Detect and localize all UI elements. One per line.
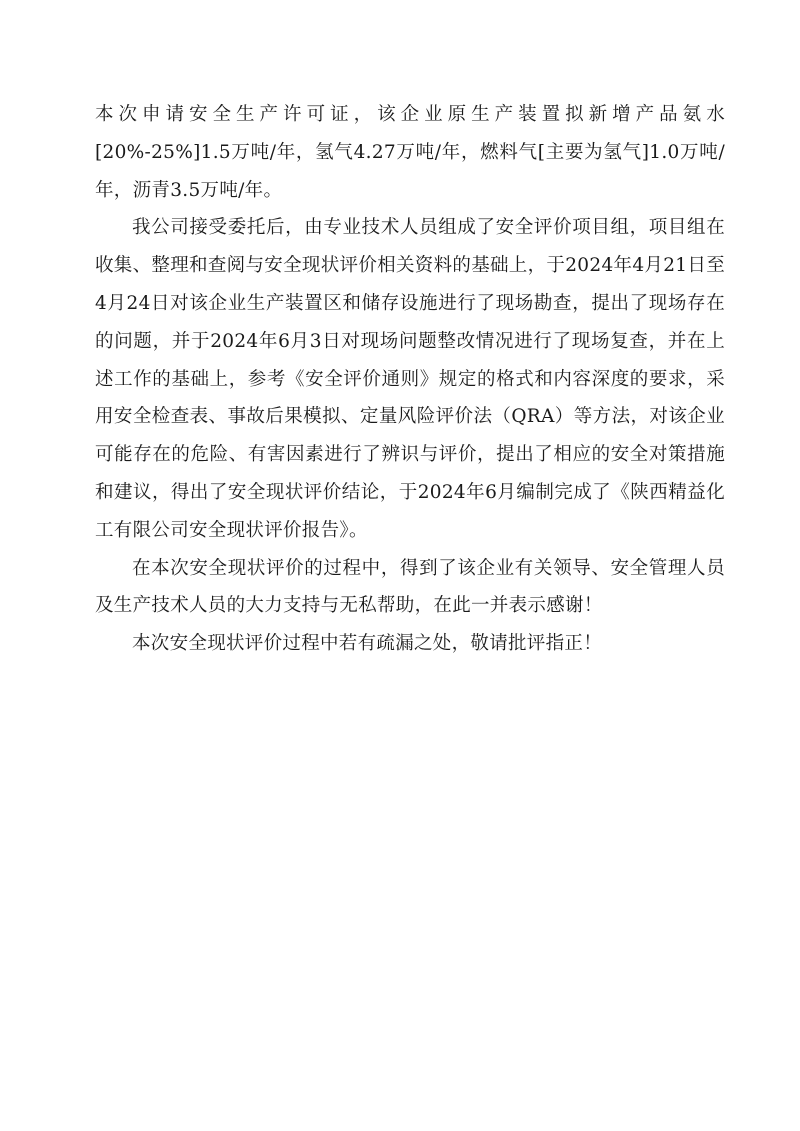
paragraph-closing: 本次安全现状评价过程中若有疏漏之处，敬请批评指正！ bbox=[132, 633, 603, 655]
paragraph-license-products: 本次申请安全生产许可证，该企业原生产装置拟新增产品氨水[20%-25%]1.5万吨/年，氢气4.27万吨/年，燃料气[主要为氢气]1.0万吨/年，沥青3.5万吨/年。 bbox=[95, 104, 725, 201]
paragraph-acknowledgement: 在本次安全现状评价的过程中，得到了该企业有关领导、安全管理人员及生产技术人员的大力支持与无私帮助，在此一并表示感谢！ bbox=[95, 557, 725, 617]
document-body bbox=[95, 96, 725, 663]
paragraph-evaluation-process: 我公司接受委托后，由专业技术人员组成了安全评价项目组，项目组在收集、整理和查阅与安全现状评价相关资料的基础上，于2024年4月21日至4月24日对该企业生产装置区和储存设施进行了现场勘查，提出了现场存在的问题，并于2024年6月3日对现场问题整改情况进行了现场复查，并在上述工作的基础上，参考《安全评价通则》规定的格式和内容深度的要求，采用安全检查表、事故后果模拟、定量风险评价法（QRA）等方法，对该企业可能存在的危险、有害因素进行了辨识与评价，提出了相应的安全对策措施和建议，得出了安全现状评价结论，于2024年6月编制完成了《陕西精益化工有限公司安全现状评价报告》。 bbox=[95, 217, 725, 541]
